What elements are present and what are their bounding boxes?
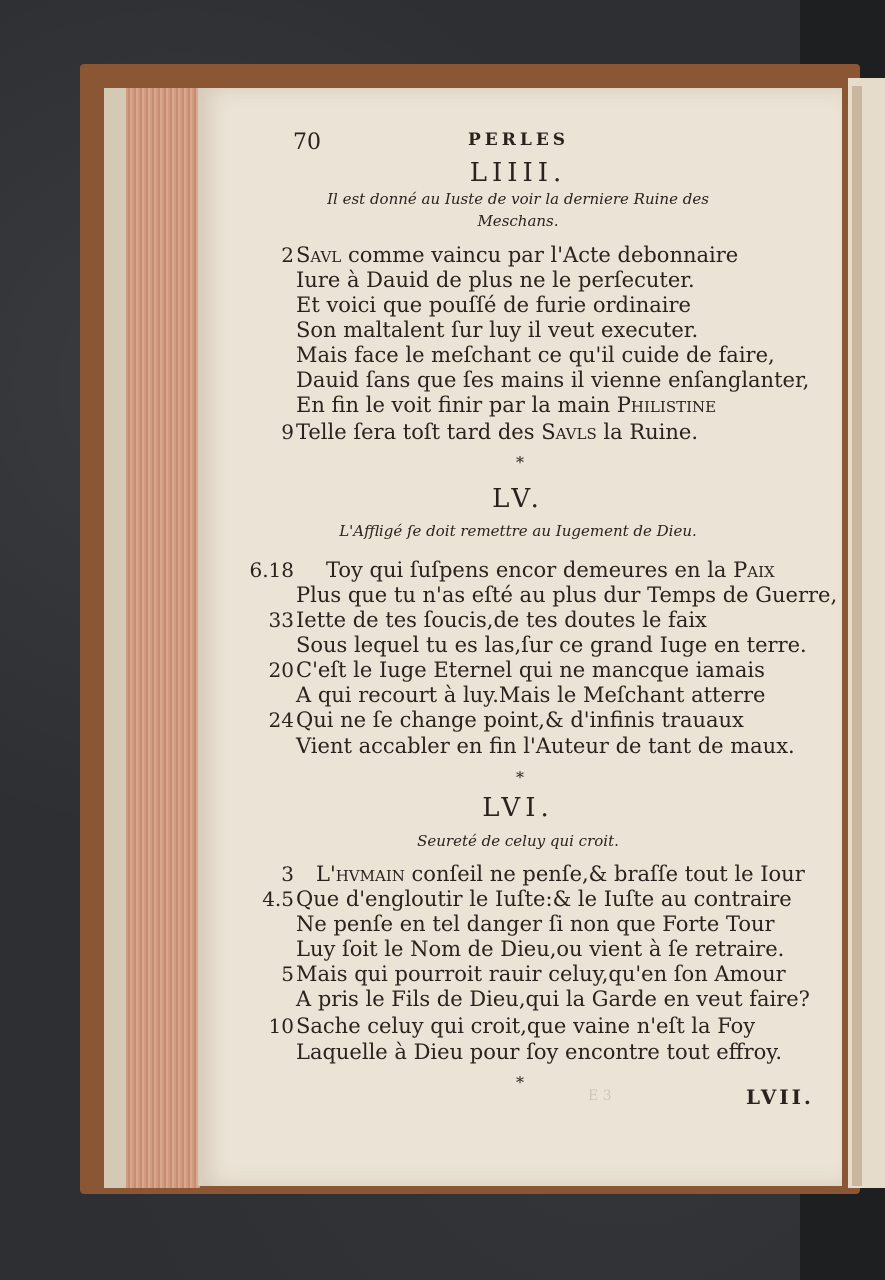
page-number: 70: [293, 130, 321, 155]
section-title: LIIII.: [469, 158, 567, 188]
verse-text: Plus que tu n'as eſté au plus dur Temps de Guerre,: [296, 583, 838, 607]
running-head: PERLES: [468, 130, 570, 150]
verse-line: [198, 658, 842, 684]
verse-text: Telle ſera toſt tard des Savls la Ruine.: [296, 420, 699, 444]
section-title: LVI.: [482, 793, 554, 823]
verse-text: Iure à Dauid de plus ne le perſecuter.: [296, 268, 695, 292]
verse-line: [198, 633, 842, 659]
verse-line: [198, 420, 842, 446]
verse-text: Qui ne ſe change point,& d'infinis trauaux: [296, 708, 744, 732]
verse-line: [198, 393, 842, 419]
ornament-asterisk: *: [516, 768, 524, 787]
catchword: LVII.: [746, 1085, 814, 1109]
verse-text: Sous lequel tu es las,ſur ce grand Iuge en terre.: [296, 633, 807, 657]
verse-line: [198, 862, 842, 888]
verse-text: Ne penſe en tel danger ſi non que Forte Tour: [296, 912, 775, 936]
verse-text: L'hvmain conſeil ne penſe,& braſſe tout le Iour: [316, 862, 805, 886]
verse-line: [198, 962, 842, 988]
verse-text: Savl comme vaincu par l'Acte debonnaire: [296, 243, 739, 267]
verse-text: Sache celuy qui croit,que vaine n'eſt la Foy: [296, 1014, 756, 1038]
verse-text: Vient accabler en fin l'Auteur de tant de maux.: [296, 734, 795, 758]
verse-text: Laquelle à Dieu pour ſoy encontre tout effroy.: [296, 1040, 783, 1064]
verse-number: 10: [268, 1014, 294, 1038]
section-title: LV.: [492, 484, 544, 514]
verse-text: Et voici que pouſſé de furie ordinaire: [296, 293, 691, 317]
verse-text: Mais qui pourroit rauir celuy,qu'en ſon Amour: [296, 962, 786, 986]
page-block-light: [104, 88, 126, 1188]
verse-number: 5: [281, 962, 294, 986]
verse-line: [198, 708, 842, 734]
verse-line: [198, 887, 842, 913]
section-subtitle: [258, 830, 778, 852]
verse-line: [198, 243, 842, 269]
verse-line: [198, 583, 842, 609]
section-subtitle: [258, 520, 778, 542]
verse-text: Mais face le meſchant ce qu'il cuide de faire,: [296, 343, 775, 367]
subtitle-line: Meschans.: [477, 212, 559, 230]
verse-line: [198, 683, 842, 709]
verse-line: [198, 268, 842, 294]
verse-line: [198, 937, 842, 963]
signature-mark: E 3: [588, 1088, 612, 1104]
verse-number: 3: [281, 862, 294, 886]
verse-line: [198, 608, 842, 634]
book-page: [198, 88, 842, 1186]
gutter: [852, 86, 862, 1186]
verse-line: [198, 1040, 842, 1066]
verse-text: Dauid ſans que ſes mains il vienne enſanglanter,: [296, 368, 810, 392]
verse-number: 4.5: [262, 887, 294, 911]
subtitle-line: Il est donné au Iuste de voir la derniere Ruine des: [327, 190, 709, 208]
verse-line: [198, 734, 842, 760]
ornament-asterisk: *: [516, 453, 524, 472]
verse-line: [198, 912, 842, 938]
verse-text: Luy ſoit le Nom de Dieu,ou vient à ſe retraire.: [296, 937, 785, 961]
verse-text: A qui recourt à luy.Mais le Meſchant atterre: [296, 683, 766, 707]
subtitle-line: Seureté de celuy qui croit.: [417, 832, 619, 850]
verse-text: Toy qui ſuſpens encor demeures en la Paix: [326, 558, 775, 582]
ornament-asterisk: *: [516, 1073, 524, 1092]
verse-line: [198, 368, 842, 394]
section-subtitle: [258, 188, 778, 232]
verse-text: En fin le voit finir par la main Philistine: [296, 393, 717, 417]
verse-number: 2: [281, 243, 294, 267]
verse-line: [198, 293, 842, 319]
verse-number: 6.18: [249, 558, 294, 582]
verse-text: Que d'engloutir le Iuſte:& le Iuſte au contraire: [296, 887, 792, 911]
verse-number: 20: [268, 658, 294, 682]
verse-line: [198, 318, 842, 344]
verse-line: [198, 1014, 842, 1040]
verse-text: Iette de tes ſoucis,de tes doutes le faix: [296, 608, 707, 632]
verse-text: C'eſt le Iuge Eternel qui ne mancque iamais: [296, 658, 765, 682]
verse-line: [198, 343, 842, 369]
verse-number: 33: [268, 608, 294, 632]
verse-line: [198, 987, 842, 1013]
verse-number: 9: [281, 420, 294, 444]
verse-text: Son maltalent ſur luy il veut executer.: [296, 318, 699, 342]
subtitle-line: L'Affligé ſe doit remettre au Iugement de Dieu.: [339, 522, 697, 540]
verse-text: A pris le Fils de Dieu,qui la Garde en veut faire?: [296, 987, 810, 1011]
verse-number: 24: [268, 708, 294, 732]
verse-line: [198, 558, 842, 584]
